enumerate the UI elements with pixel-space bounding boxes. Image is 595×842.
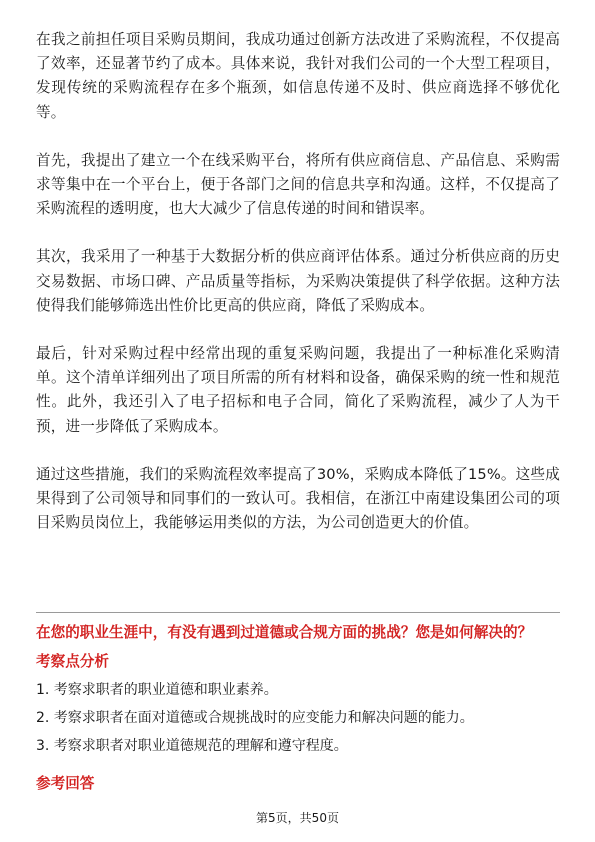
answer-paragraph-2: 首先，我提出了建立一个在线采购平台，将所有供应商信息、产品信息、采购需求等集中在一个平台上，便于各部门之间的信息共享和沟通。这样，不仅提高了采购流程的透明度，也大大减少了信息传递的时间和错误率。 [36, 151, 560, 218]
answer-paragraph-3: 其次，我采用了一种基于大数据分析的供应商评估体系。通过分析供应商的历史交易数据、市场口碑、产品质量等指标，为采购决策提供了科学依据。这种方法使得我们能够筛选出性价比更高的供应商，降低了采购成本。 [36, 248, 560, 314]
section-divider [36, 612, 560, 613]
answer-body [36, 28, 560, 559]
question-section [36, 622, 560, 801]
analysis-point-1: 1. 考察求职者的职业道德和职业素养。 [36, 682, 278, 698]
reference-heading: 参考回答 [36, 775, 95, 792]
page-number: 第5页，共50页 [256, 811, 339, 825]
answer-paragraph-4: 最后，针对采购过程中经常出现的重复采购问题，我提出了一种标准化采购清单。这个清单详细列出了项目所需的所有材料和设备，确保采购的统一性和规范性。此外，我还引入了电子招标和电子合同，简化了采购流程，减少了人为干预，进一步降低了采购成本。 [36, 345, 560, 435]
analysis-list [36, 679, 560, 757]
answer-paragraph-1: 在我之前担任项目采购员期间，我成功通过创新方法改进了采购流程，不仅提高了效率，还显著节约了成本。具体来说，我针对我们公司的一个大型工程项目，发现传统的采购流程存在多个瓶颈，如信息传递不及时、供应商选择不够优化等。 [36, 31, 560, 121]
analysis-point-3: 3. 考察求职者对职业道德规范的理解和遵守程度。 [36, 738, 348, 754]
analysis-heading: 考察点分析 [36, 653, 109, 670]
answer-paragraph-5: 通过这些措施，我们的采购流程效率提高了30%，采购成本降低了15%。这些成果得到了公司领导和同事们的一致认可。我相信，在浙江中南建设集团公司的项目采购员岗位上，我能够运用类似的方法，为公司创造更大的价值。 [36, 465, 560, 532]
analysis-point-2: 2. 考察求职者在面对道德或合规挑战时的应变能力和解决问题的能力。 [36, 710, 474, 726]
interview-question: 在您的职业生涯中，有没有遇到过道德或合规方面的挑战？您是如何解决的？ [36, 624, 533, 641]
